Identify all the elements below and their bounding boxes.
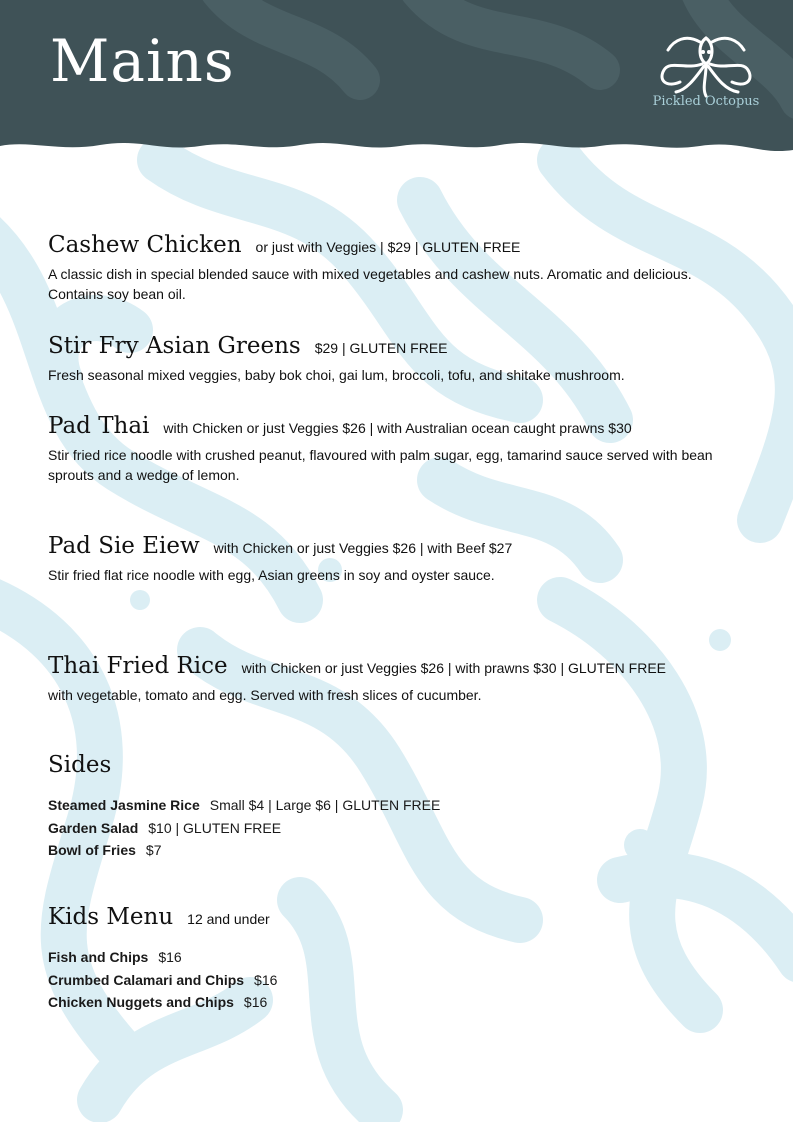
side-price: Small $4 | Large $6 | GLUTEN FREE [209,797,441,813]
dish-price-info: or just with Veggies | $29 | GLUTEN FREE [255,239,521,255]
kids-menu-title: Kids Menu [48,904,174,930]
menu-item-pad-sie-eiew [48,533,748,585]
list-item [48,794,748,817]
side-price: $7 [145,842,162,858]
dish-name: Pad Sie Eiew [48,533,200,559]
menu-item-thai-fried-rice [48,653,748,705]
sides-heading: Sides [48,752,112,778]
dish-description: A classic dish in special blended sauce with mixed vegetables and cashew nuts. Aromatic and delicious. Contains soy bean oil. [48,266,692,302]
list-item [48,839,748,862]
list-item [48,969,748,992]
kids-menu-subtitle: 12 and under [187,911,270,927]
kids-menu-heading [48,904,270,930]
dish-description: Stir fried rice noodle with crushed peanut, flavoured with palm sugar, egg, tamarind sauce served with bean sprouts and a wedge of lemon. [48,447,713,483]
kids-item-name: Chicken Nuggets and Chips [48,994,234,1010]
list-item [48,817,748,840]
dish-name: Thai Fried Rice [48,653,228,679]
page-title: Mains [50,27,235,95]
dish-name: Cashew Chicken [48,232,242,258]
list-item [48,946,748,969]
dish-description: with vegetable, tomato and egg. Served with fresh slices of cucumber. [48,687,482,703]
kids-menu-list [48,946,748,1014]
side-name: Steamed Jasmine Rice [48,797,200,813]
dish-name: Stir Fry Asian Greens [48,333,301,359]
side-price: $10 | GLUTEN FREE [148,819,282,836]
menu-item-cashew-chicken [48,232,748,304]
side-name: Garden Salad [48,819,139,836]
dish-price-info: with Chicken or just Veggies $26 | with Beef $27 [213,540,513,556]
dish-description: Fresh seasonal mixed veggies, baby bok choi, gai lum, broccoli, tofu, and shitake mushroom. [48,367,625,383]
menu-item-stir-fry-asian-greens [48,333,748,385]
kids-item-name: Crumbed Calamari and Chips [48,971,245,988]
list-item [48,991,748,1014]
dish-price-info: with Chicken or just Veggies $26 | with prawns $30 | GLUTEN FREE [241,660,667,676]
dish-name: Pad Thai [48,413,150,439]
kids-item-price: $16 [158,949,182,965]
dish-price-info: with Chicken or just Veggies $26 | with Australian ocean caught prawns $30 [163,420,632,436]
logo-text: Pickled Octopus [652,94,760,109]
dish-price-info: $29 | GLUTEN FREE [314,340,448,356]
side-name: Bowl of Fries [48,842,136,858]
kids-item-price: $16 [254,971,278,988]
dish-description: Stir fried flat rice noodle with egg, Asian greens in soy and oyster sauce. [48,567,495,583]
sides-list [48,794,748,862]
kids-item-name: Fish and Chips [48,949,149,965]
menu-item-pad-thai [48,413,748,485]
kids-item-price: $16 [243,994,268,1010]
